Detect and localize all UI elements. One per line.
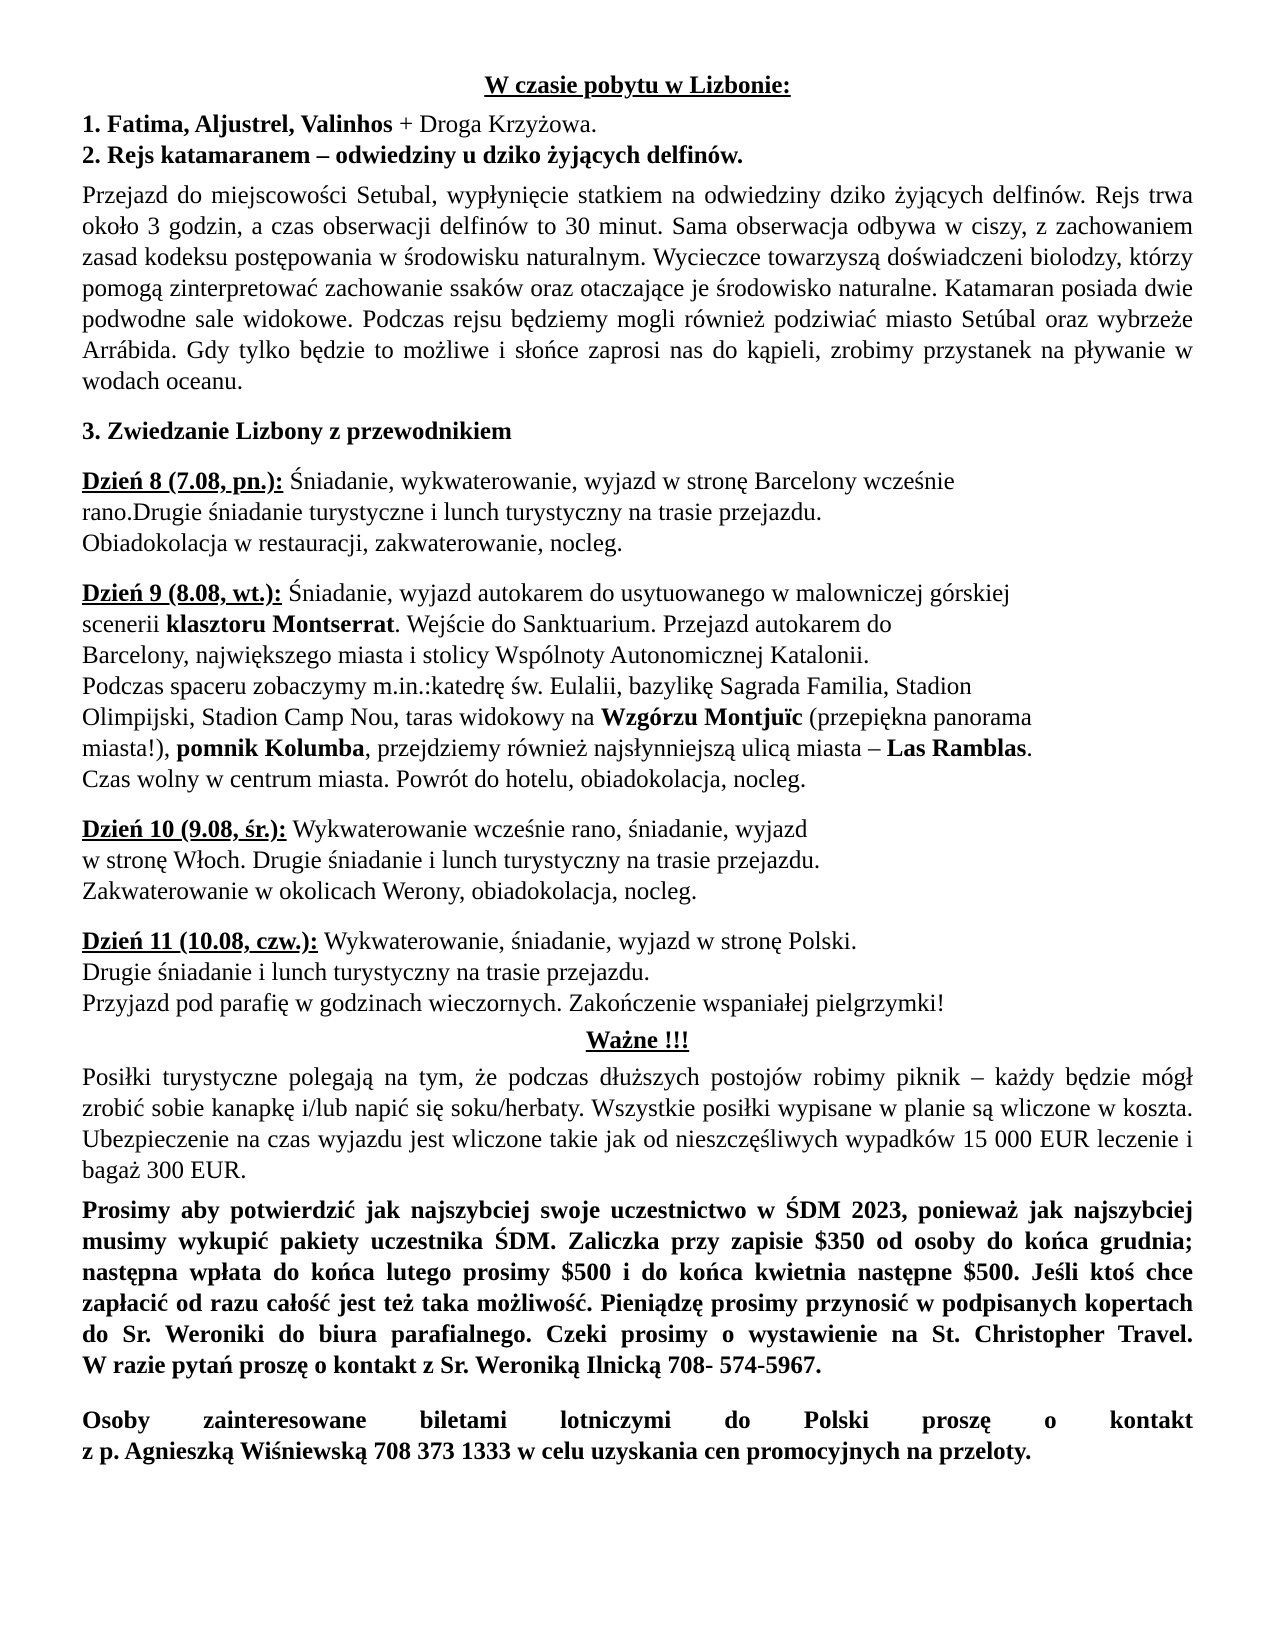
payment-paragraph: Prosimy aby potwierdzić jak najszybciej swoje uczestnictwo w ŚDM 2023, ponieważ jak najszybciej musimy wykupić pakiety uczestnika ŚDM. Zaliczka przy zapisie $350 od osoby do końca grudnia; następna wpłata do końca lutego prosimy $500 i do końca kwietnia następne $500. Jeśli ktoś chce zapłacić od razu całość jest też taka możliwość. Pieniądzę prosimy przynosić w podpisanych kopertach do Sr. Weroniki do biura parafialnego. Czeki prosimy o wystawienie na St. Christopher Travel.: [82, 1197, 1193, 1348]
meals-paragraph: Posiłki turystyczne polegają na tym, że podczas dłuższych postojów robimy piknik – każdy będzie mógł zrobić sobie kanapkę i/lub napić się soku/herbaty. Wszystkie posiłki wypisane w planie są wliczone w koszta. Ubezpieczenie na czas wyjazdu jest wliczone takie jak od nieszczęśliwych wypadków 15 000 EUR leczenie i bagaż 300 EUR.: [82, 1064, 1193, 1184]
day-9-line2-post: . Wejście do Sanktuarium. Przejazd autokarem do: [394, 611, 892, 638]
day-9-line5-pre: Olimpijski, Stadion Camp Nou, taras widokowy na: [82, 704, 601, 731]
day-10-section: [82, 814, 1193, 907]
item-fatima-bold: 1. Fatima, Aljustrel, Valinhos: [82, 111, 393, 138]
flights-line2: z p. Agnieszką Wiśniewską 708 373 1333 w celu uzyskania cen promocyjnych na przeloty.: [82, 1438, 1032, 1465]
day-8-label: Dzień 8 (7.08, pn.):: [82, 468, 284, 495]
dolphins-paragraph: Przejazd do miejscowości Setubal, wypłynięcie statkiem na odwiedziny dziko żyjących delfinów. Rejs trwa około 3 godzin, a czas obserwacji delfinów to 30 minut. Sama obserwacja odbywa w ciszy, z zachowaniem zasad kodeksu postępowania w środowisku naturalnym. Wycieczce towarzyszą doświadczeni biolodzy, którzy pomogą zinterpretować zachowanie ssaków oraz otaczające je środowisko naturalne. Katamaran posiada dwie podwodne sale widokowe. Podczas rejsu będziemy mogli również podziwiać miasto Setúbal oraz wybrzeże Arrábida. Gdy tylko będzie to możliwe i słońce zaprosi nas do kąpieli, zrobimy przystanek na pływanie w wodach oceanu.: [82, 182, 1193, 395]
day-9-line1: Śniadanie, wyjazd autokarem do usytuowanego w malowniczej górskiej: [281, 580, 1011, 607]
kolumb-bold: pomnik Kolumba: [176, 735, 365, 762]
flights-line1: Osoby zainteresowane biletami lotniczymi do Polski proszę o kontakt: [82, 1407, 1193, 1434]
day-9-section: [82, 578, 1193, 795]
item-fatima: [82, 109, 1193, 140]
day-9-line2-pre: scenerii: [82, 611, 166, 638]
day-9-line6-pre: miasta!),: [82, 735, 177, 762]
item-fatima-rest: + Droga Krzyżowa.: [392, 111, 597, 138]
day-8-line3: Obiadokolacja w restauracji, zakwaterowanie, nocleg.: [82, 530, 623, 557]
day-9-line7: Czas wolny w centrum miasta. Powrót do hotelu, obiadokolacja, nocleg.: [82, 766, 807, 793]
montserrat-bold: klasztoru Montserrat: [165, 611, 395, 638]
ramblas-bold: Las Ramblas: [886, 735, 1027, 762]
day-11-label: Dzień 11 (10.08, czw.):: [82, 928, 319, 955]
day-11-line1: Wykwaterowanie, śniadanie, wyjazd w stronę Polski.: [318, 928, 857, 955]
day-10-line1: Wykwaterowanie wcześnie rano, śniadanie, wyjazd: [286, 816, 808, 843]
day-8-line1: Śniadanie, wykwaterowanie, wyjazd w stronę Barcelony wcześnie: [283, 468, 955, 495]
day-9-label: Dzień 9 (8.08, wt.):: [82, 580, 282, 607]
page-title: W czasie pobytu w Lizbonie:: [484, 72, 791, 99]
contact-line: W razie pytań proszę o kontakt z Sr. Weroniką Ilnicką 708- 574-5967.: [82, 1352, 822, 1379]
day-9-line6-post: .: [1026, 735, 1033, 762]
day-8-line2: rano.Drugie śniadanie turystyczne i lunch turystyczny na trasie przejazdu.: [82, 499, 823, 526]
day-8-section: [82, 466, 1193, 559]
montjuic-bold: Wzgórzu Montjuïc: [600, 704, 803, 731]
day-10-line3: Zakwaterowanie w okolicach Werony, obiadokolacja, nocleg.: [82, 878, 698, 905]
day-11-line2: Drugie śniadanie i lunch turystyczny na trasie przejazdu.: [82, 959, 650, 986]
important-heading: Ważne !!!: [585, 1027, 690, 1054]
day-11-line3: Przyjazd pod parafię w godzinach wieczornych. Zakończenie wspaniałej pielgrzymki!: [82, 990, 945, 1017]
day-11-section: [82, 926, 1193, 1019]
document-page: [82, 70, 1193, 1467]
day-9-line5-post: (przepiękna panorama: [802, 704, 1032, 731]
day-10-line2: w stronę Włoch. Drugie śniadanie i lunch turystyczny na trasie przejazdu.: [82, 847, 821, 874]
day-9-line4: Podczas spaceru zobaczymy m.in.:katedrę św. Eulalii, bazylikę Sagrada Familia, Stadion: [82, 673, 972, 700]
day-9-line3: Barcelony, największego miasta i stolicy Wspólnoty Autonomicznej Katalonii.: [82, 642, 870, 669]
day-9-line6-mid: , przejdziemy również najsłynniejszą ulicą miasta –: [364, 735, 887, 762]
day-10-label: Dzień 10 (9.08, śr.):: [82, 816, 287, 843]
item-dolphin-cruise: 2. Rejs katamaranem – odwiedziny u dziko żyjących delfinów.: [82, 142, 744, 169]
item-lisbon-tour: 3. Zwiedzanie Lizbony z przewodnikiem: [82, 418, 512, 445]
